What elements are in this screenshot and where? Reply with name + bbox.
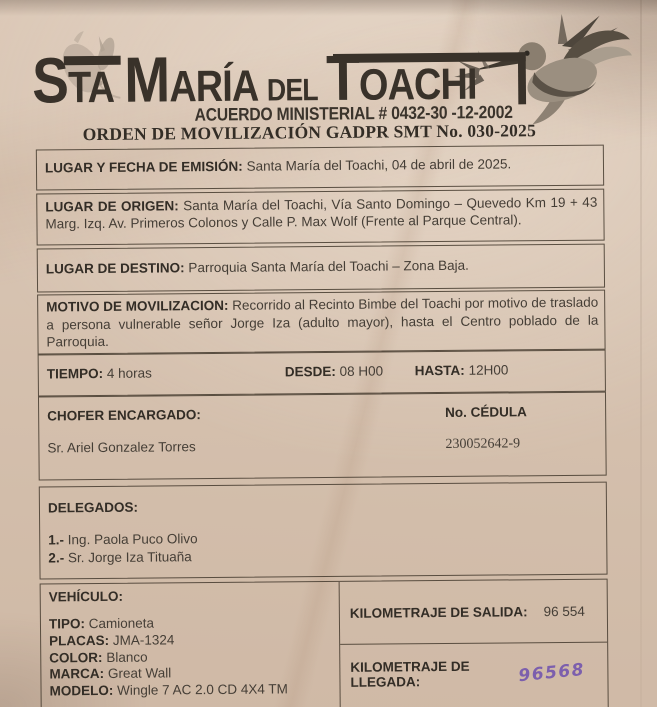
motivo-value: Recorrido al Recinto Bimbe del Toachi por motivo de traslado a persona vulnerable señor Jorge Iza (adulto mayor), hasta el Centro poblado de la Parroquia. [46,294,599,350]
field-value: Blanco [106,649,148,665]
tiempo-value: 4 horas [106,365,152,381]
origen-label: LUGAR DE ORIGEN: [45,198,179,215]
section-lugar-origen [36,189,604,246]
section-lugar-destino [37,244,605,293]
vehiculo-label: VEHÍCULO: [48,588,124,605]
logo-letters: ARÍA [169,60,259,112]
emision-label: LUGAR Y FECHA DE EMISIÓN: [44,158,243,176]
field-label: COLOR: [49,649,103,666]
hasta-value: 12H00 [468,362,509,378]
field-label: PLACAS: [49,632,110,649]
acuerdo-ministerial-line: ACUERDO MINISTERIAL # 0432-30 -12-2002 [194,103,513,126]
field-value: Great Wall [107,665,172,682]
field-label: MODELO: [49,683,114,699]
delegados-list [48,527,598,567]
desde-label: DESDE: [284,363,336,380]
delegados-label: DELEGADOS: [47,499,139,516]
logo-letter: M [123,43,170,116]
vehiculo-fields [49,614,332,700]
motivo-label: MOTIVO DE MOVILIZACION: [46,297,229,315]
cedula-numero: 230052642-9 [445,436,521,452]
delegado-name: Sr. Jorge Iza Tituaña [67,548,192,565]
hasta-label: HASTA: [414,362,465,379]
emision-value-text: Santa María del Toachi, 04 de abril de 2025. [246,156,512,174]
paper-fold-line [640,0,642,707]
km-llegada-handwritten-value: 96568 [517,659,587,686]
chofer-nombre: Sr. Ariel Gonzalez Torres [47,439,196,456]
page-title: ORDEN DE MOVILIZACIÓN GADPR SMT No. 030-2025 [82,120,537,145]
section-lugar-fecha-emision [36,145,604,191]
delegado-num: 1.- [48,532,65,548]
delegado-num: 2.- [48,549,65,565]
vehiculo-field [49,681,331,700]
destino-value: Parroquia Santa María del Toachi – Zona Baja. [188,257,469,276]
logo-letter: S [31,44,69,117]
tiempo-desde [285,364,383,380]
section-tiempo [38,350,606,397]
chofer-header-row [47,404,595,424]
kilometraje-llegada-cell [340,643,608,707]
chofer-label: CHOFER ENCARGADO: [47,407,201,424]
movilization-form [36,145,609,707]
desde-value: 08 H00 [339,363,384,379]
kilometraje-salida-cell [340,580,608,645]
section-motivo-movilizacion [37,290,606,355]
field-label: MARCA: [49,666,105,682]
logo-letter: T [325,41,360,114]
logo-letters: OACHI [358,59,477,110]
km-salida-value: 96 554 [543,603,585,619]
field-value: Camioneta [88,615,155,632]
logo-letters: DEL [266,73,318,109]
tiempo-label: TIEMPO: [46,365,104,382]
tiempo-hasta [415,362,509,378]
logo-letters: TA [67,62,115,112]
section-delegados [39,482,608,580]
km-salida-label: KILOMETRAJE DE SALIDA: [349,603,528,621]
kilometraje-column [339,580,608,707]
km-llegada-label: KILOMETRAJE DE LLEGADA: [350,658,470,690]
chofer-data-row [47,436,595,457]
field-label: TIPO: [48,616,86,632]
field-value: Wingle 7 AC 2.0 CD 4X4 TM [117,681,288,699]
section-chofer-encargado [38,392,607,481]
origen-value: Santa María del Toachi, Vía Santo Domingo – Quevedo Km 19 + 43 Marg. Izq. Av. Primeros Colonos y Calle P. Max Wolf (Frente al Parque Central). [45,194,598,232]
vehiculo-datos [41,582,340,707]
field-value: JMA-1324 [112,632,175,648]
cedula-label: No. CÉDULA [445,404,527,420]
section-vehiculo [40,579,609,707]
delegado-name: Ing. Paola Puco Olivo [67,531,198,548]
destino-label: LUGAR DE DESTINO: [45,260,185,277]
